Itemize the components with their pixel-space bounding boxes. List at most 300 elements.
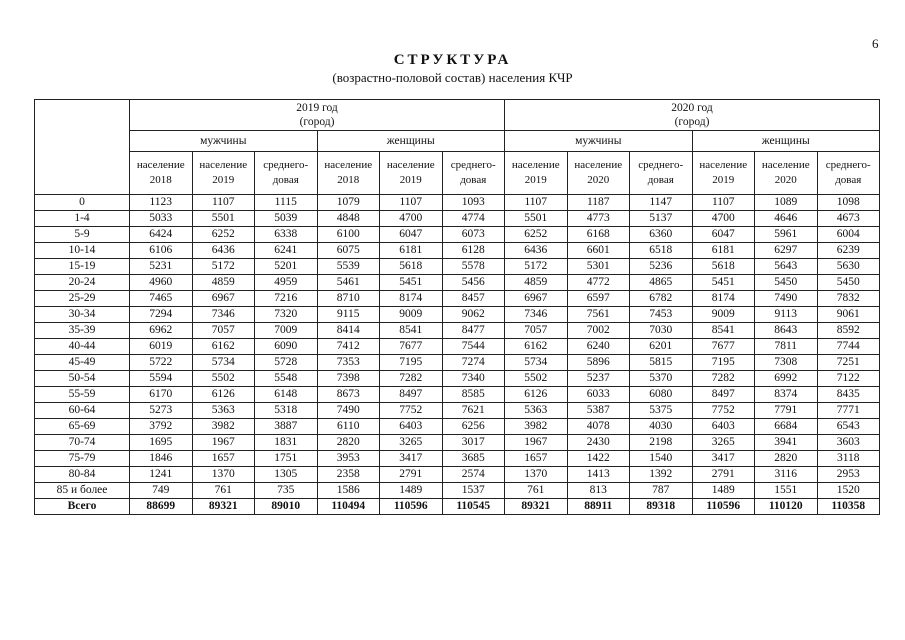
value-cell: 3982 <box>192 419 255 435</box>
value-cell: 6239 <box>817 243 880 259</box>
value-cell: 8541 <box>692 323 755 339</box>
header-row-sex <box>35 131 880 152</box>
value-cell: 5137 <box>630 211 693 227</box>
age-group-cell: 1-4 <box>35 211 130 227</box>
value-cell: 5375 <box>630 403 693 419</box>
value-cell: 9062 <box>442 307 505 323</box>
value-cell: 1967 <box>505 435 568 451</box>
value-cell: 5728 <box>255 355 318 371</box>
value-cell: 5172 <box>505 259 568 275</box>
value-cell: 3265 <box>692 435 755 451</box>
age-group-cell: 65-69 <box>35 419 130 435</box>
value-cell: 7030 <box>630 323 693 339</box>
age-group-cell: 10-14 <box>35 243 130 259</box>
value-cell: 5450 <box>817 275 880 291</box>
value-cell: 5450 <box>755 275 818 291</box>
header-row-columns <box>35 152 880 195</box>
value-cell: 5618 <box>692 259 755 275</box>
value-cell: 6436 <box>505 243 568 259</box>
value-cell: 3118 <box>817 451 880 467</box>
value-cell: 4848 <box>317 211 380 227</box>
value-cell: 1586 <box>317 483 380 499</box>
value-cell: 7340 <box>442 371 505 387</box>
value-cell: 3417 <box>380 451 443 467</box>
value-cell: 6256 <box>442 419 505 435</box>
table-row <box>35 435 880 451</box>
value-cell: 5815 <box>630 355 693 371</box>
age-group-cell: 35-39 <box>35 323 130 339</box>
age-group-cell: 15-19 <box>35 259 130 275</box>
value-cell: 7057 <box>192 323 255 339</box>
value-cell: 5461 <box>317 275 380 291</box>
value-cell: 8174 <box>380 291 443 307</box>
value-cell: 1520 <box>817 483 880 499</box>
value-cell: 6106 <box>130 243 193 259</box>
value-cell: 2430 <box>567 435 630 451</box>
table-row <box>35 243 880 259</box>
value-cell: 1107 <box>380 195 443 211</box>
value-cell: 4673 <box>817 211 880 227</box>
value-cell: 6782 <box>630 291 693 307</box>
value-cell: 6967 <box>505 291 568 307</box>
value-cell: 5451 <box>380 275 443 291</box>
value-cell: 1089 <box>755 195 818 211</box>
age-group-cell: 75-79 <box>35 451 130 467</box>
col-header: среднего-довая <box>442 152 505 195</box>
value-cell: 6181 <box>380 243 443 259</box>
value-cell: 7490 <box>317 403 380 419</box>
value-cell: 6252 <box>505 227 568 243</box>
value-cell: 7561 <box>567 307 630 323</box>
value-cell: 4646 <box>755 211 818 227</box>
col-header: население 2018 <box>130 152 193 195</box>
value-cell: 6403 <box>380 419 443 435</box>
value-cell: 6148 <box>255 387 318 403</box>
value-cell: 4859 <box>192 275 255 291</box>
value-cell: 6181 <box>692 243 755 259</box>
value-cell: 4030 <box>630 419 693 435</box>
value-cell: 8477 <box>442 323 505 339</box>
age-group-cell: 40-44 <box>35 339 130 355</box>
value-cell: 7353 <box>317 355 380 371</box>
value-cell: 5722 <box>130 355 193 371</box>
table-row <box>35 403 880 419</box>
page-subtitle: (возрастно-половой состав) населения КЧР <box>332 70 573 85</box>
value-cell: 6004 <box>817 227 880 243</box>
value-cell: 3982 <box>505 419 568 435</box>
value-cell: 6047 <box>692 227 755 243</box>
value-cell: 1422 <box>567 451 630 467</box>
value-cell: 7216 <box>255 291 318 307</box>
value-cell: 7771 <box>817 403 880 419</box>
value-cell: 1370 <box>192 467 255 483</box>
value-cell: 7744 <box>817 339 880 355</box>
value-cell: 8457 <box>442 291 505 307</box>
value-cell: 7308 <box>755 355 818 371</box>
col-header: население 2020 <box>567 152 630 195</box>
value-cell: 5363 <box>192 403 255 419</box>
value-cell: 6100 <box>317 227 380 243</box>
value-cell: 1657 <box>505 451 568 467</box>
value-cell: 4959 <box>255 275 318 291</box>
value-cell: 7195 <box>380 355 443 371</box>
value-cell: 1123 <box>130 195 193 211</box>
value-cell: 5456 <box>442 275 505 291</box>
value-cell: 6047 <box>380 227 443 243</box>
age-group-cell: 5-9 <box>35 227 130 243</box>
value-cell: 1107 <box>192 195 255 211</box>
value-cell: 7621 <box>442 403 505 419</box>
table-row <box>35 227 880 243</box>
value-cell: 1107 <box>505 195 568 211</box>
sex-header-2020-men: мужчины <box>505 131 693 152</box>
value-cell: 1079 <box>317 195 380 211</box>
value-cell: 1241 <box>130 467 193 483</box>
col-header: население 2019 <box>505 152 568 195</box>
value-cell: 5501 <box>505 211 568 227</box>
value-cell: 7294 <box>130 307 193 323</box>
value-cell: 6241 <box>255 243 318 259</box>
year-2020-place: (город) <box>674 116 710 128</box>
page-title: СТРУКТУРА <box>393 52 512 68</box>
value-cell: 5539 <box>317 259 380 275</box>
table-row <box>35 195 880 211</box>
value-cell: 5236 <box>630 259 693 275</box>
value-cell: 7251 <box>817 355 880 371</box>
value-cell: 5630 <box>817 259 880 275</box>
value-cell: 5201 <box>255 259 318 275</box>
value-cell: 8673 <box>317 387 380 403</box>
value-cell: 7791 <box>755 403 818 419</box>
value-cell: 2820 <box>317 435 380 451</box>
age-group-cell: 85 и более <box>35 483 130 499</box>
value-cell: 3265 <box>380 435 443 451</box>
value-cell: 8710 <box>317 291 380 307</box>
value-cell: 7195 <box>692 355 755 371</box>
value-cell: 7282 <box>380 371 443 387</box>
value-cell: 8541 <box>380 323 443 339</box>
value-cell: 7453 <box>630 307 693 323</box>
value-cell: 1093 <box>442 195 505 211</box>
value-cell: 1967 <box>192 435 255 451</box>
value-cell: 7811 <box>755 339 818 355</box>
value-cell: 1413 <box>567 467 630 483</box>
table-row <box>35 323 880 339</box>
value-cell: 8643 <box>755 323 818 339</box>
header-row-years <box>35 100 880 131</box>
age-header-cell <box>35 100 130 195</box>
year-2020-header <box>505 100 880 131</box>
value-cell: 1751 <box>255 451 318 467</box>
age-group-cell: 30-34 <box>35 307 130 323</box>
value-cell: 761 <box>192 483 255 499</box>
table-row <box>35 371 880 387</box>
value-cell: 1537 <box>442 483 505 499</box>
age-group-cell: 45-49 <box>35 355 130 371</box>
value-cell: 5231 <box>130 259 193 275</box>
value-cell: 7677 <box>380 339 443 355</box>
value-cell: 5961 <box>755 227 818 243</box>
year-2020-label: 2020 год <box>671 102 713 114</box>
value-cell: 5451 <box>692 275 755 291</box>
value-cell: 8497 <box>380 387 443 403</box>
value-cell: 6436 <box>192 243 255 259</box>
value-cell: 6240 <box>567 339 630 355</box>
age-group-cell: 50-54 <box>35 371 130 387</box>
value-cell: 1115 <box>255 195 318 211</box>
value-cell: 3603 <box>817 435 880 451</box>
col-header: среднего-довая <box>630 152 693 195</box>
value-cell: 5363 <box>505 403 568 419</box>
sex-header-2019-men: мужчины <box>130 131 318 152</box>
sex-header-2019-women: женщины <box>317 131 505 152</box>
value-cell: 6962 <box>130 323 193 339</box>
table-row <box>35 467 880 483</box>
value-cell: 6360 <box>630 227 693 243</box>
value-cell: 9113 <box>755 307 818 323</box>
value-cell: 5548 <box>255 371 318 387</box>
value-cell: 5387 <box>567 403 630 419</box>
value-cell: 1098 <box>817 195 880 211</box>
value-cell: 5370 <box>630 371 693 387</box>
value-cell: 6543 <box>817 419 880 435</box>
value-cell: 7677 <box>692 339 755 355</box>
col-header: население 2019 <box>192 152 255 195</box>
population-table <box>34 99 880 515</box>
col-header: среднего-довая <box>817 152 880 195</box>
total-value-cell: 110596 <box>692 499 755 515</box>
total-value-cell: 88699 <box>130 499 193 515</box>
value-cell: 6073 <box>442 227 505 243</box>
value-cell: 6110 <box>317 419 380 435</box>
total-value-cell: 110358 <box>817 499 880 515</box>
col-header: население 2020 <box>755 152 818 195</box>
value-cell: 8414 <box>317 323 380 339</box>
value-cell: 7002 <box>567 323 630 339</box>
total-label-cell: Всего <box>35 499 130 515</box>
value-cell: 5734 <box>505 355 568 371</box>
value-cell: 6201 <box>630 339 693 355</box>
value-cell: 6162 <box>505 339 568 355</box>
value-cell: 9009 <box>692 307 755 323</box>
table-row <box>35 259 880 275</box>
value-cell: 7490 <box>755 291 818 307</box>
table-row <box>35 419 880 435</box>
value-cell: 3792 <box>130 419 193 435</box>
value-cell: 7544 <box>442 339 505 355</box>
table-row <box>35 275 880 291</box>
value-cell: 5618 <box>380 259 443 275</box>
value-cell: 7465 <box>130 291 193 307</box>
value-cell: 6967 <box>192 291 255 307</box>
table-row <box>35 307 880 323</box>
value-cell: 6403 <box>692 419 755 435</box>
value-cell: 7398 <box>317 371 380 387</box>
value-cell: 6090 <box>255 339 318 355</box>
value-cell: 9115 <box>317 307 380 323</box>
value-cell: 7752 <box>692 403 755 419</box>
value-cell: 761 <box>505 483 568 499</box>
value-cell: 1695 <box>130 435 193 451</box>
value-cell: 6338 <box>255 227 318 243</box>
value-cell: 787 <box>630 483 693 499</box>
value-cell: 4960 <box>130 275 193 291</box>
value-cell: 9061 <box>817 307 880 323</box>
value-cell: 5578 <box>442 259 505 275</box>
value-cell: 1540 <box>630 451 693 467</box>
table-row <box>35 291 880 307</box>
value-cell: 1392 <box>630 467 693 483</box>
value-cell: 7320 <box>255 307 318 323</box>
value-cell: 7122 <box>817 371 880 387</box>
value-cell: 4774 <box>442 211 505 227</box>
value-cell: 735 <box>255 483 318 499</box>
value-cell: 6019 <box>130 339 193 355</box>
value-cell: 4773 <box>567 211 630 227</box>
value-cell: 6518 <box>630 243 693 259</box>
value-cell: 6162 <box>192 339 255 355</box>
total-value-cell: 88911 <box>567 499 630 515</box>
value-cell: 7752 <box>380 403 443 419</box>
value-cell: 6033 <box>567 387 630 403</box>
table-row <box>35 211 880 227</box>
year-2019-header <box>130 100 505 131</box>
value-cell: 5301 <box>567 259 630 275</box>
value-cell: 5896 <box>567 355 630 371</box>
total-value-cell: 110596 <box>380 499 443 515</box>
col-header: население 2018 <box>317 152 380 195</box>
value-cell: 5502 <box>192 371 255 387</box>
value-cell: 8497 <box>692 387 755 403</box>
value-cell: 6168 <box>567 227 630 243</box>
total-value-cell: 110545 <box>442 499 505 515</box>
value-cell: 1831 <box>255 435 318 451</box>
age-group-cell: 80-84 <box>35 467 130 483</box>
table-row <box>35 387 880 403</box>
value-cell: 2358 <box>317 467 380 483</box>
col-header: население 2019 <box>692 152 755 195</box>
value-cell: 5237 <box>567 371 630 387</box>
age-group-cell: 0 <box>35 195 130 211</box>
value-cell: 6992 <box>755 371 818 387</box>
value-cell: 8435 <box>817 387 880 403</box>
value-cell: 1305 <box>255 467 318 483</box>
value-cell: 4865 <box>630 275 693 291</box>
value-cell: 5318 <box>255 403 318 419</box>
value-cell: 1147 <box>630 195 693 211</box>
value-cell: 6126 <box>192 387 255 403</box>
total-value-cell: 89321 <box>505 499 568 515</box>
value-cell: 4700 <box>380 211 443 227</box>
table-row <box>35 355 880 371</box>
value-cell: 6597 <box>567 291 630 307</box>
value-cell: 2791 <box>380 467 443 483</box>
total-value-cell: 89318 <box>630 499 693 515</box>
value-cell: 1846 <box>130 451 193 467</box>
value-cell: 8585 <box>442 387 505 403</box>
table-row <box>35 451 880 467</box>
value-cell: 6684 <box>755 419 818 435</box>
value-cell: 6252 <box>192 227 255 243</box>
total-value-cell: 110494 <box>317 499 380 515</box>
value-cell: 2198 <box>630 435 693 451</box>
value-cell: 1187 <box>567 195 630 211</box>
value-cell: 5643 <box>755 259 818 275</box>
value-cell: 2574 <box>442 467 505 483</box>
value-cell: 5501 <box>192 211 255 227</box>
value-cell: 6128 <box>442 243 505 259</box>
age-group-cell: 20-24 <box>35 275 130 291</box>
value-cell: 5172 <box>192 259 255 275</box>
value-cell: 5033 <box>130 211 193 227</box>
value-cell: 4700 <box>692 211 755 227</box>
age-group-cell: 25-29 <box>35 291 130 307</box>
value-cell: 6297 <box>755 243 818 259</box>
value-cell: 4859 <box>505 275 568 291</box>
year-2019-place: (город) <box>299 116 335 128</box>
total-row <box>35 499 880 515</box>
age-group-cell: 55-59 <box>35 387 130 403</box>
value-cell: 7009 <box>255 323 318 339</box>
value-cell: 3685 <box>442 451 505 467</box>
age-group-cell: 60-64 <box>35 403 130 419</box>
total-value-cell: 110120 <box>755 499 818 515</box>
value-cell: 4078 <box>567 419 630 435</box>
value-cell: 7832 <box>817 291 880 307</box>
page-number: 6 <box>872 36 879 51</box>
total-value-cell: 89010 <box>255 499 318 515</box>
table-row <box>35 483 880 499</box>
value-cell: 813 <box>567 483 630 499</box>
value-cell: 3941 <box>755 435 818 451</box>
sex-header-2020-women: женщины <box>692 131 880 152</box>
value-cell: 7346 <box>192 307 255 323</box>
value-cell: 5734 <box>192 355 255 371</box>
value-cell: 2820 <box>755 451 818 467</box>
value-cell: 2791 <box>692 467 755 483</box>
value-cell: 5594 <box>130 371 193 387</box>
value-cell: 1489 <box>692 483 755 499</box>
col-header: население 2019 <box>380 152 443 195</box>
value-cell: 3017 <box>442 435 505 451</box>
value-cell: 6601 <box>567 243 630 259</box>
value-cell: 749 <box>130 483 193 499</box>
value-cell: 3116 <box>755 467 818 483</box>
value-cell: 1657 <box>192 451 255 467</box>
value-cell: 5039 <box>255 211 318 227</box>
age-group-cell: 70-74 <box>35 435 130 451</box>
table-row <box>35 339 880 355</box>
total-value-cell: 89321 <box>192 499 255 515</box>
value-cell: 7274 <box>442 355 505 371</box>
value-cell: 5502 <box>505 371 568 387</box>
value-cell: 8374 <box>755 387 818 403</box>
value-cell: 8174 <box>692 291 755 307</box>
col-header: среднего-довая <box>255 152 318 195</box>
value-cell: 1370 <box>505 467 568 483</box>
value-cell: 7412 <box>317 339 380 355</box>
value-cell: 7057 <box>505 323 568 339</box>
value-cell: 6075 <box>317 243 380 259</box>
value-cell: 8592 <box>817 323 880 339</box>
value-cell: 3953 <box>317 451 380 467</box>
year-2019-label: 2019 год <box>296 102 338 114</box>
value-cell: 1489 <box>380 483 443 499</box>
value-cell: 6126 <box>505 387 568 403</box>
value-cell: 4772 <box>567 275 630 291</box>
value-cell: 3417 <box>692 451 755 467</box>
value-cell: 7282 <box>692 371 755 387</box>
